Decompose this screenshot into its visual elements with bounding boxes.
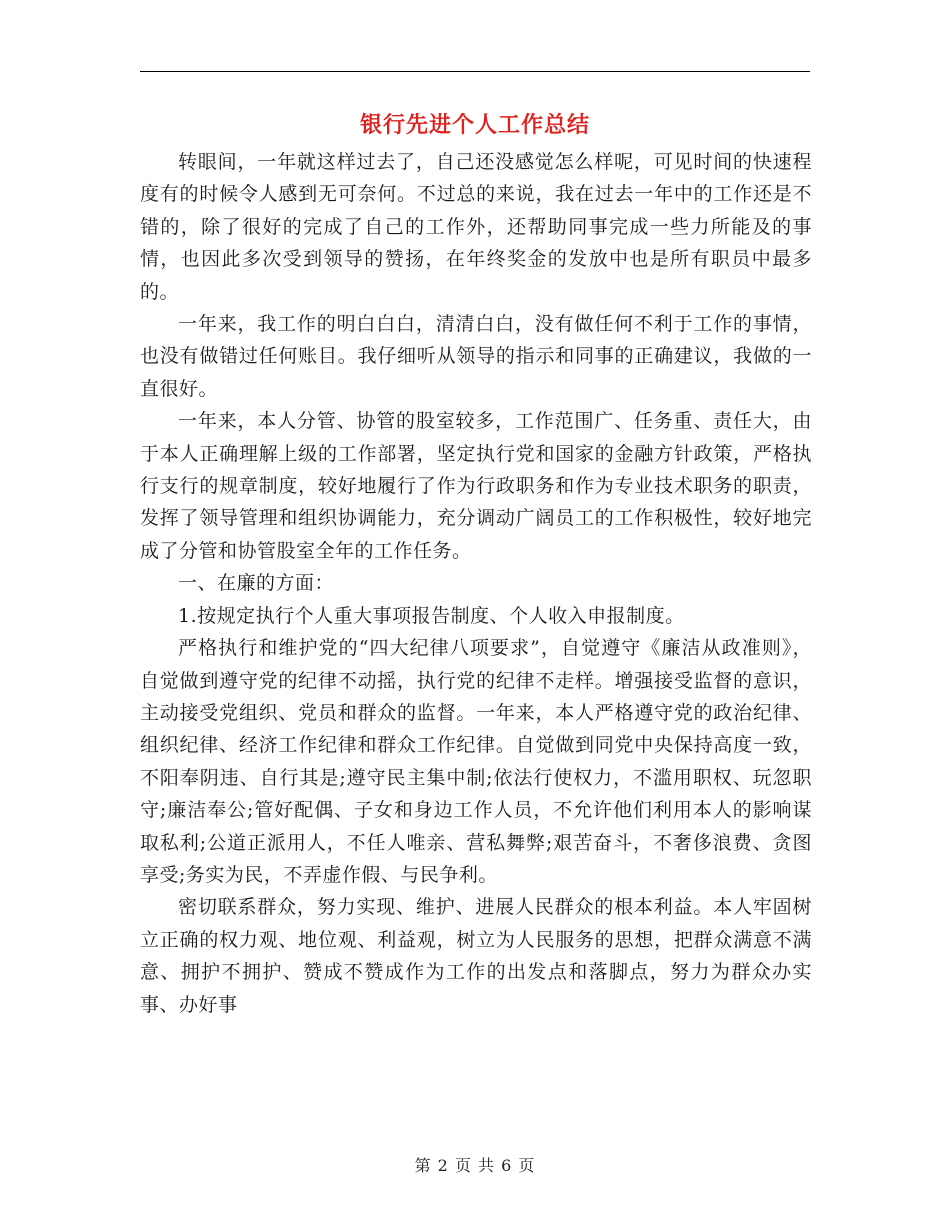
paragraph: 一年来，我工作的明白白白，清清白白，没有做任何不利于工作的事情，也没有做错过任何账目。我仔细听从领导的指示和同事的正确建议，我做的一直很好。 [140, 313, 812, 400]
header-rule [140, 71, 810, 72]
document-title: 银行先进个人工作总结 [359, 112, 590, 138]
section-heading: 一、在廉的方面： [178, 572, 335, 595]
paragraph: 一年来，本人分管、协管的股室较多，工作范围广、任务重、责任大，由于本人正确理解上级的工作部署，坚定执行党和国家的金融方针政策，严格执行支行的规章制度，较好地履行了作为行政职务和作为专业技术职务的职责，发挥了领导管理和组织协调能力，充分调动广阔员工的工作积极性，较好地完成了分管和协管股室全年的工作任务。 [140, 410, 812, 562]
list-item: 1.按规定执行个人重大事项报告制度、个人收入申报制度。 [178, 604, 685, 627]
document-body [140, 146, 812, 1021]
paragraph: 密切联系群众，努力实现、维护、进展人民群众的根本利益。本人牢固树立正确的权力观、地位观、利益观，树立为人民服务的思想，把群众满意不满意、拥护不拥护、赞成不赞成作为工作的出发点和落脚点，努力为群众办实事、办好事 [140, 896, 812, 1016]
page-footer: 第 2 页 共 6 页 [414, 1156, 536, 1175]
paragraph: 严格执行和维护党的“四大纪律八项要求”，自觉遵守《廉洁从政准则》，自觉做到遵守党的纪律不动摇，执行党的纪律不走样。增强接受监督的意识，主动接受党组织、党员和群众的监督。一年来，本人严格遵守党的政治纪律、组织纪律、经济工作纪律和群众工作纪律。自觉做到同党中央保持高度一致，不阳奉阴违、自行其是;遵守民主集中制;依法行使权力，不滥用职权、玩忽职守;廉洁奉公;管好配偶、子女和身边工作人员，不允许他们利用本人的影响谋取私利;公道正派用人，不任人唯亲、营私舞弊;艰苦奋斗，不奢侈浪费、贪图享受;务实为民，不弄虚作假、与民争利。 [140, 637, 812, 886]
paragraph: 转眼间，一年就这样过去了，自己还没感觉怎么样呢，可见时间的快速程度有的时候令人感到无可奈何。不过总的来说，我在过去一年中的工作还是不错的，除了很好的完成了自己的工作外，还帮助同事完成一些力所能及的事情，也因此多次受到领导的赞扬，在年终奖金的发放中也是所有职员中最多的。 [140, 151, 812, 303]
